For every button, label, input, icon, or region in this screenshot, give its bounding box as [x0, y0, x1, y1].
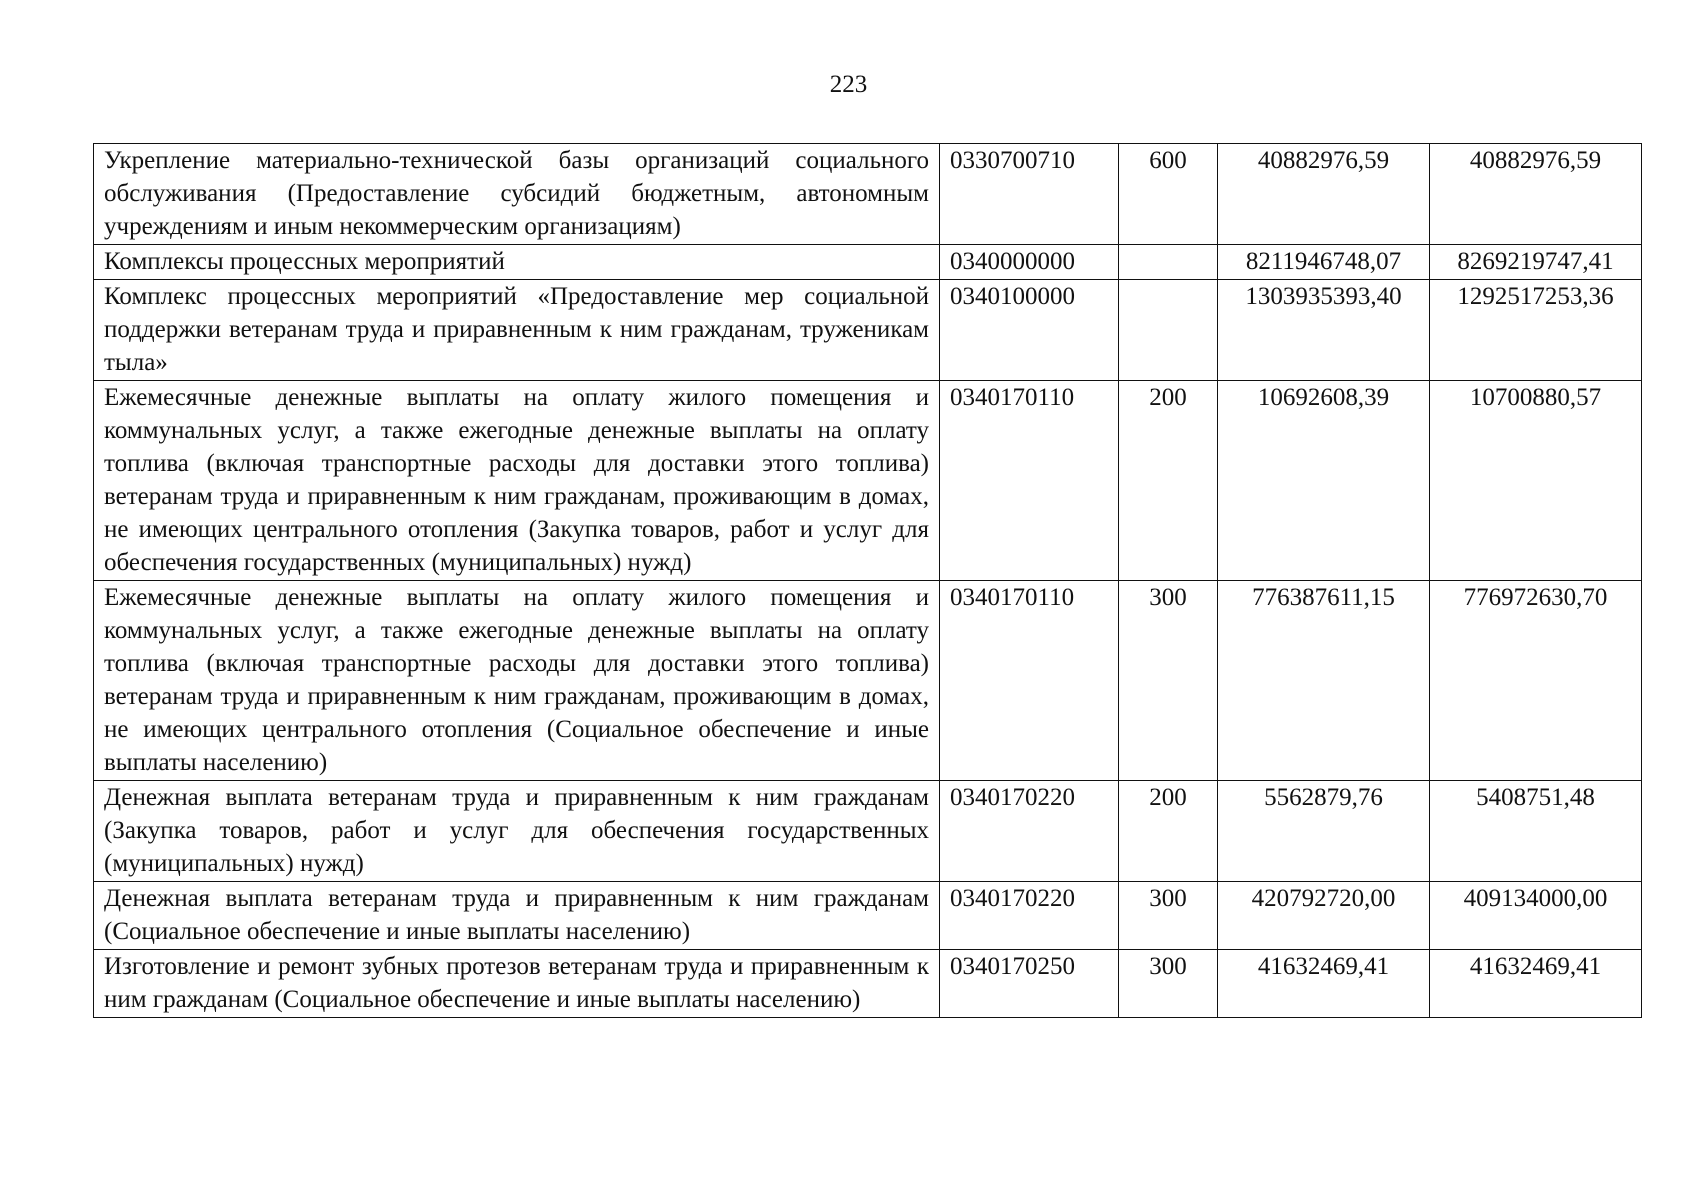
table-row: [94, 280, 1642, 381]
row-expense-type: [1119, 280, 1218, 381]
row-code: 0340100000: [940, 280, 1119, 381]
row-amount-2: 41632469,41: [1430, 950, 1642, 1018]
row-code: 0340000000: [940, 245, 1119, 280]
table-row: [94, 950, 1642, 1018]
row-amount-2: 1292517253,36: [1430, 280, 1642, 381]
table-row: [94, 581, 1642, 781]
row-amount-1: 8211946748,07: [1218, 245, 1430, 280]
row-amount-2: 10700880,57: [1430, 381, 1642, 581]
row-description: Денежная выплата ветеранам труда и приравненным к ним гражданам (Социальное обеспечение и иные выплаты населению): [94, 882, 940, 950]
row-expense-type: 200: [1119, 781, 1218, 882]
row-amount-1: 1303935393,40: [1218, 280, 1430, 381]
row-code: 0340170220: [940, 781, 1119, 882]
table-row: [94, 781, 1642, 882]
row-code: 0340170110: [940, 381, 1119, 581]
row-amount-2: 5408751,48: [1430, 781, 1642, 882]
row-description: Ежемесячные денежные выплаты на оплату жилого помещения и коммунальных услуг, а также ежегодные денежные выплаты на оплату топлива (включая транспортные расходы для доставки этого топлива) ветеранам труда и приравненным к ним гражданам, проживающим в домах, не имеющих центрального отопления (Социальное обеспечение и иные выплаты населению): [94, 581, 940, 781]
row-description: Ежемесячные денежные выплаты на оплату жилого помещения и коммунальных услуг, а также ежегодные денежные выплаты на оплату топлива (включая транспортные расходы для доставки этого топлива) ветеранам труда и приравненным к ним гражданам, проживающим в домах, не имеющих центрального отопления (Закупка товаров, работ и услуг для обеспечения государственных (муниципальных) нужд): [94, 381, 940, 581]
budget-table: [93, 143, 1642, 1018]
row-expense-type: 300: [1119, 882, 1218, 950]
row-amount-2: 40882976,59: [1430, 144, 1642, 245]
row-expense-type: 300: [1119, 950, 1218, 1018]
row-amount-2: 8269219747,41: [1430, 245, 1642, 280]
row-expense-type: 200: [1119, 381, 1218, 581]
row-amount-1: 5562879,76: [1218, 781, 1430, 882]
row-code: 0340170250: [940, 950, 1119, 1018]
row-amount-1: 40882976,59: [1218, 144, 1430, 245]
row-description: Денежная выплата ветеранам труда и приравненным к ним гражданам (Закупка товаров, работ и услуг для обеспечения государственных (муниципальных) нужд): [94, 781, 940, 882]
row-description: Комплекс процессных мероприятий «Предоставление мер социальной поддержки ветеранам труда и приравненным к ним гражданам, труженикам тыла»: [94, 280, 940, 381]
row-description: Укрепление материально-технической базы организаций социального обслуживания (Предоставление субсидий бюджетным, автономным учреждениям и иным некоммерческим организациям): [94, 144, 940, 245]
table-row: [94, 245, 1642, 280]
row-amount-1: 10692608,39: [1218, 381, 1430, 581]
table-row: [94, 381, 1642, 581]
row-expense-type: 300: [1119, 581, 1218, 781]
row-amount-1: 41632469,41: [1218, 950, 1430, 1018]
table-row: [94, 882, 1642, 950]
table-row: [94, 144, 1642, 245]
page-number: 223: [829, 71, 868, 98]
row-description: Изготовление и ремонт зубных протезов ветеранам труда и приравненным к ним гражданам (Социальное обеспечение и иные выплаты населению): [94, 950, 940, 1018]
row-expense-type: [1119, 245, 1218, 280]
row-amount-2: 776972630,70: [1430, 581, 1642, 781]
row-description: Комплексы процессных мероприятий: [94, 245, 940, 280]
row-code: 0330700710: [940, 144, 1119, 245]
row-expense-type: 600: [1119, 144, 1218, 245]
row-amount-1: 776387611,15: [1218, 581, 1430, 781]
row-code: 0340170220: [940, 882, 1119, 950]
row-amount-2: 409134000,00: [1430, 882, 1642, 950]
row-code: 0340170110: [940, 581, 1119, 781]
row-amount-1: 420792720,00: [1218, 882, 1430, 950]
